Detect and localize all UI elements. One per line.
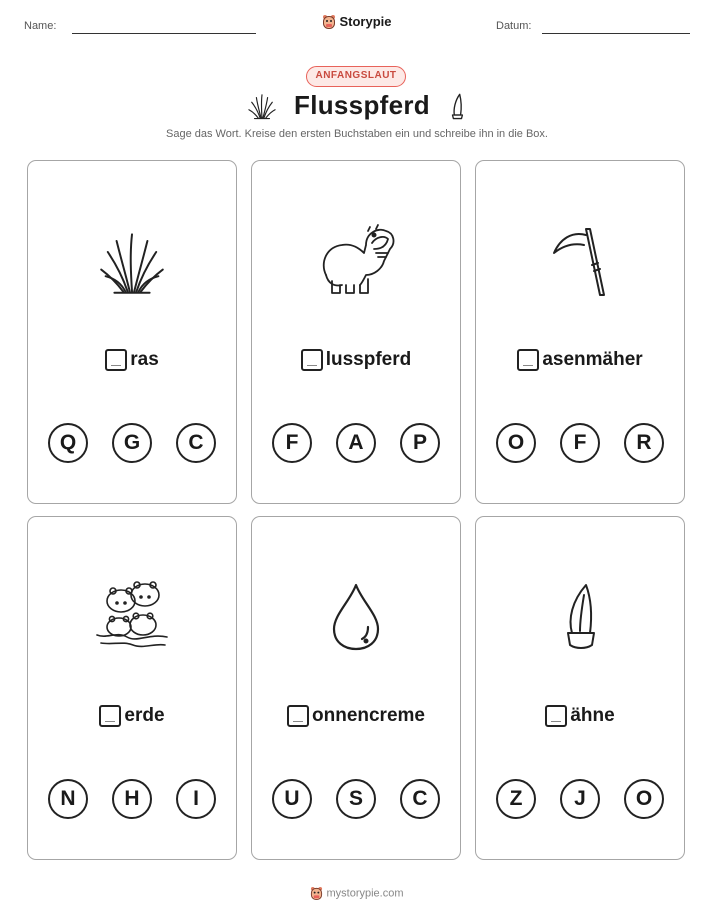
- hippo-herd-icon: [93, 579, 171, 653]
- word-card-5: [251, 516, 461, 860]
- worksheet-header: [0, 0, 714, 50]
- word-card-2: [251, 160, 461, 504]
- letter-choice[interactable]: R: [624, 423, 664, 463]
- word-row: [476, 349, 684, 371]
- letter-choice[interactable]: O: [496, 423, 536, 463]
- brand: [0, 13, 714, 30]
- word-card-1: [27, 160, 237, 504]
- letter-answer-box[interactable]: [105, 349, 127, 371]
- letter-choice[interactable]: J: [560, 779, 600, 819]
- brand-name: Storypie: [339, 14, 392, 30]
- letter-choice[interactable]: U: [272, 779, 312, 819]
- scythe-icon: [548, 225, 612, 299]
- water-drop-icon: [328, 581, 384, 653]
- letter-choice[interactable]: P: [400, 423, 440, 463]
- footer: [0, 886, 714, 901]
- name-label: Name:: [24, 20, 57, 32]
- letter-choice[interactable]: H: [112, 779, 152, 819]
- grass-icon: [248, 91, 276, 121]
- word-row: [252, 349, 460, 371]
- date-label: Datum:: [496, 20, 532, 32]
- letter-answer-box[interactable]: [99, 705, 121, 727]
- letter-choice[interactable]: N: [48, 779, 88, 819]
- letter-answer-box[interactable]: [545, 705, 567, 727]
- word-row: [28, 349, 236, 371]
- tooth-icon: [558, 581, 602, 651]
- category-badge: ANFANGSLAUT: [306, 66, 406, 87]
- grass-icon: [99, 227, 165, 299]
- letter-choice[interactable]: A: [336, 423, 376, 463]
- date-line[interactable]: [542, 33, 690, 34]
- storypie-logo-icon: [310, 886, 323, 901]
- word-ending: ähne: [570, 705, 615, 726]
- word-ending: ras: [130, 349, 159, 370]
- letter-choice[interactable]: C: [176, 423, 216, 463]
- letter-choice[interactable]: C: [400, 779, 440, 819]
- word-ending: onnencreme: [312, 705, 425, 726]
- letter-choice[interactable]: Q: [48, 423, 88, 463]
- title-row: [0, 90, 714, 126]
- word-row: [252, 705, 460, 727]
- letter-answer-box[interactable]: [301, 349, 323, 371]
- letter-choice[interactable]: Z: [496, 779, 536, 819]
- letter-choice[interactable]: F: [272, 423, 312, 463]
- word-card-4: [27, 516, 237, 860]
- footer-url[interactable]: mystorypie.com: [326, 887, 404, 900]
- letter-answer-box[interactable]: [287, 705, 309, 727]
- word-row: [28, 705, 236, 727]
- word-ending: asenmäher: [542, 349, 643, 370]
- letter-choice[interactable]: I: [176, 779, 216, 819]
- name-line[interactable]: [72, 33, 256, 34]
- page-title: Flusspferd: [294, 90, 430, 120]
- instruction-text: Sage das Wort. Kreise den ersten Buchstaben ein und schreibe ihn in die Box.: [166, 128, 548, 140]
- storypie-logo-icon: [322, 14, 336, 30]
- word-card-3: [475, 160, 685, 504]
- word-ending: lusspferd: [325, 349, 412, 370]
- tooth-icon: [448, 92, 466, 120]
- letter-choice[interactable]: S: [336, 779, 376, 819]
- letter-choice[interactable]: F: [560, 423, 600, 463]
- letter-choice[interactable]: O: [624, 779, 664, 819]
- hippo-icon: [316, 223, 396, 299]
- word-card-6: [475, 516, 685, 860]
- word-row: [476, 705, 684, 727]
- word-ending: erde: [124, 705, 165, 726]
- letter-choice[interactable]: G: [112, 423, 152, 463]
- letter-answer-box[interactable]: [517, 349, 539, 371]
